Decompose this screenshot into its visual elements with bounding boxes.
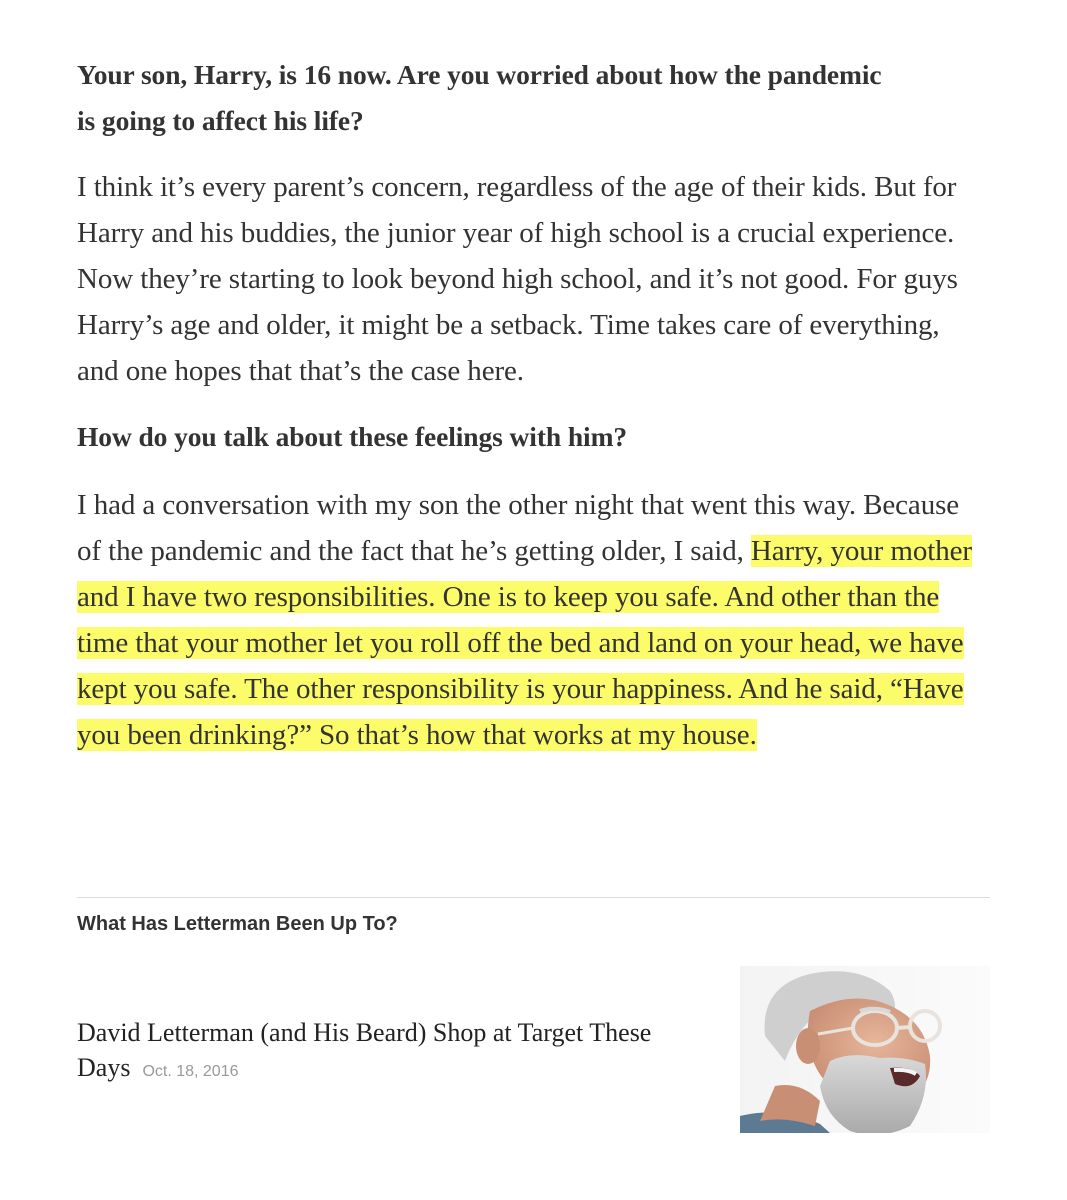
article-body <box>77 52 977 758</box>
interview-question-2: How do you talk about these feelings with him? <box>77 421 628 452</box>
interview-answer-1: I think it’s every parent’s concern, regardless of the age of their kids. But for Harry and his buddies, the junior year of high school is a crucial experience. Now they’re starting to look beyond high school, and it’s not good. For guys Harry’s age and older, it might be a setback. Time takes care of everything, and one hopes that that’s the case here. <box>77 171 958 387</box>
answer-2-plain-text: I had a conversation with my son the other night that went this way. Because of the pandemic and the fact that he’s getting older, I said, <box>77 489 960 567</box>
interview-answer-2 <box>77 482 977 758</box>
related-article-item[interactable] <box>77 1015 717 1085</box>
section-divider <box>77 897 990 898</box>
related-section-heading: What Has Letterman Been Up To? <box>77 913 398 935</box>
related-article-link[interactable]: David Letterman (and His Beard) Shop at Target These Days <box>77 1018 652 1082</box>
highlighted-quote: Harry, your mother and I have two responsibilities. One is to keep you safe. And other than the time that your mother let you roll off the bed and land on your head, we have kept you safe. The other responsibility is your happiness. And he said, “Have you been drinking?” So that’s how that works at my house. <box>77 535 972 751</box>
related-article-date: Oct. 18, 2016 <box>142 1063 239 1080</box>
interview-question-1: Your son, Harry, is 16 now. Are you worried about how the pandemic is going to affect his life? <box>77 59 882 136</box>
related-article-thumbnail[interactable] <box>740 966 990 1133</box>
portrait-photo-icon <box>740 966 990 1133</box>
